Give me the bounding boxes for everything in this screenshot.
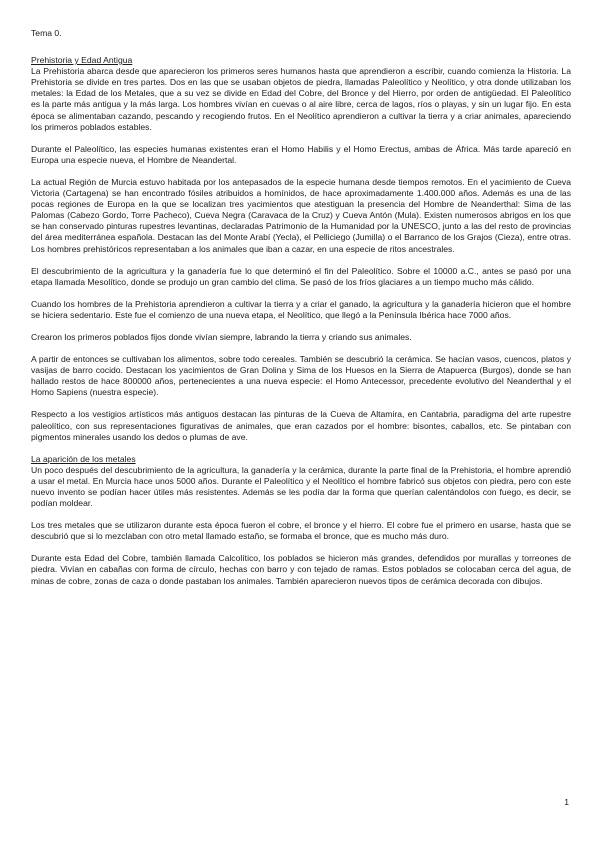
paragraph: Durante esta Edad del Cobre, también llamada Calcolítico, los poblados se hicieron más grandes, defendidos por murallas y torreones de piedra. Vivían en cabañas con forma de círculo, hechas con barro y con tejado de ramas. Estos poblados se colocaban cerca del agua, de minas de cobre, zonas de caza o donde pastaban los animales. También aparecieron nuevos tipos de cerámica decorada con dibujos. <box>31 553 571 586</box>
paragraph: La Prehistoria abarca desde que aparecieron los primeros seres humanos hasta que aprendieron a escribir, cuando comienza la Historia. La Prehistoria se divide en tres partes. Dos en las que se usaban objetos de piedra, llamadas Paleolítico y Neolítico, y otra donde utilizaban los metales: la Edad de los Metales, que a su vez se divide en Edad del Cobre, del Bronce y del Hierro, por orden de antigüedad. El Paleolítico es la parte más antigua y la más larga. Los hombres vivían en cuevas o al aire libre, cerca de lagos, ríos o playas, y sin un lugar fijo. En esta época se alimentaban cazando, pescando y recogiendo frutos. En el Neolítico aprendieron a cultivar la tierra y a criar animales, apareciendo los primeros poblados estables. <box>31 66 571 132</box>
section-heading-metals: La aparición de los metales <box>31 453 136 464</box>
paragraph: Los tres metales que se utilizaron durante esta época fueron el cobre, el bronce y el hierro. El cobre fue el primero en usarse, hasta que se descubrió que si lo mezclaban con otro metal llamado estaño, se formaba el bronce, que es mucho más duro. <box>31 520 571 542</box>
paragraph: Crearon los primeros poblados fijos donde vivían siempre, labrando la tierra y criando sus animales. <box>31 331 412 342</box>
section-heading-prehistory: Prehistoria y Edad Antigua <box>31 55 133 66</box>
paragraph: Respecto a los vestigios artísticos más antiguos destacan las pinturas de la Cueva de Altamira, en Cantabria, paradigma del arte rupestre paleolítico, con sus representaciones figurativas de animales, que eran cazados por el hombre: bisontes, caballos, etc. Se pintaban con pigmentos minerales usando los dedos o plumas de ave. <box>31 409 571 442</box>
page-content <box>31 28 571 598</box>
paragraph: La actual Región de Murcia estuvo habitada por los antepasados de la especie humana desde tiempos remotos. En el yacimiento de Cueva Victoria (Cartagena) se han encontrado fósiles atribuidos a homínidos, de hace aproximadamente 1.400.000 años. Además es una de las pocas regiones de Europa en la que se localizan tres yacimientos que atestiguan la presencia del Hombre de Neanderthal: Sima de las Palomas (Cabezo Gordo, Torre Pacheco), Cueva Negra (Caravaca de la Cruz) y Cueva Antón (Mula). Existen numerosos abrigos en los que se han conservado pinturas rupestres levantinas, declaradas Patrimonio de la Humanidad por la UNESCO, junto a las del resto de provincias del área mediterránea española. Destacan las del Monte Arabí (Yecla), el Pelliciego (Jumilla) o el Barranco de los Grajos (Cieza), entre otras. Los hombres prehistóricos representaban a los animales que iban a cazar, en una especie de ritos ancestrales. <box>31 176 571 254</box>
paragraph: Durante el Paleolítico, las especies humanas existentes eran el Homo Habilis y el Homo Erectus, ambas de África. Más tarde apareció en Europa una especie nueva, el Hombre de Neandertal. <box>31 143 571 165</box>
paragraph: Cuando los hombres de la Prehistoria aprendieron a cultivar la tierra y a criar el ganado, la agricultura y la ganadería hicieron que el hombre se hiciera sedentario. Este fue el comienzo de una nueva etapa, el Neolítico, que llegó a la Península Ibérica hace 7000 años. <box>31 298 571 320</box>
page-number: 1 <box>564 797 569 807</box>
paragraph: A partir de entonces se cultivaban los alimentos, sobre todo cereales. También se descubrió la cerámica. Se hacían vasos, cuencos, platos y vasijas de barro cocido. Destacan los yacimientos de Gran Dolina y Sima de los Huesos en la Sierra de Atapuerca (Burgos), donde se han hallado restos de hace 800000 años, pertenecientes a una nueva especie: el Homo Antecessor, precedente evolutivo del Neanderthal y el Homo Sapiens (nuestra especie). <box>31 354 571 398</box>
document-title: Tema 0. <box>31 28 62 38</box>
paragraph: El descubrimiento de la agricultura y la ganadería fue lo que determinó el fin del Paleolítico. Sobre el 10000 a.C., antes se pasó por una etapa llamada Mesolítico, donde se produjo un gran cambio del clima. Se pasó de los fríos glaciares a un tiempo mucho más cálido. <box>31 265 571 287</box>
paragraph: Un poco después del descubrimiento de la agricultura, la ganadería y la cerámica, durante la parte final de la Prehistoria, el hombre aprendió a usar el metal. En Murcia hace unos 5000 años. Durante el Paleolítico y el Neolítico el hombre fabricó sus objetos con piedra, pero con este nuevo invento se podían hacer útiles más resistentes. Además se les podía dar la forma que querían calentándolos con fuego, es decir, se podían moldear. <box>31 464 571 509</box>
